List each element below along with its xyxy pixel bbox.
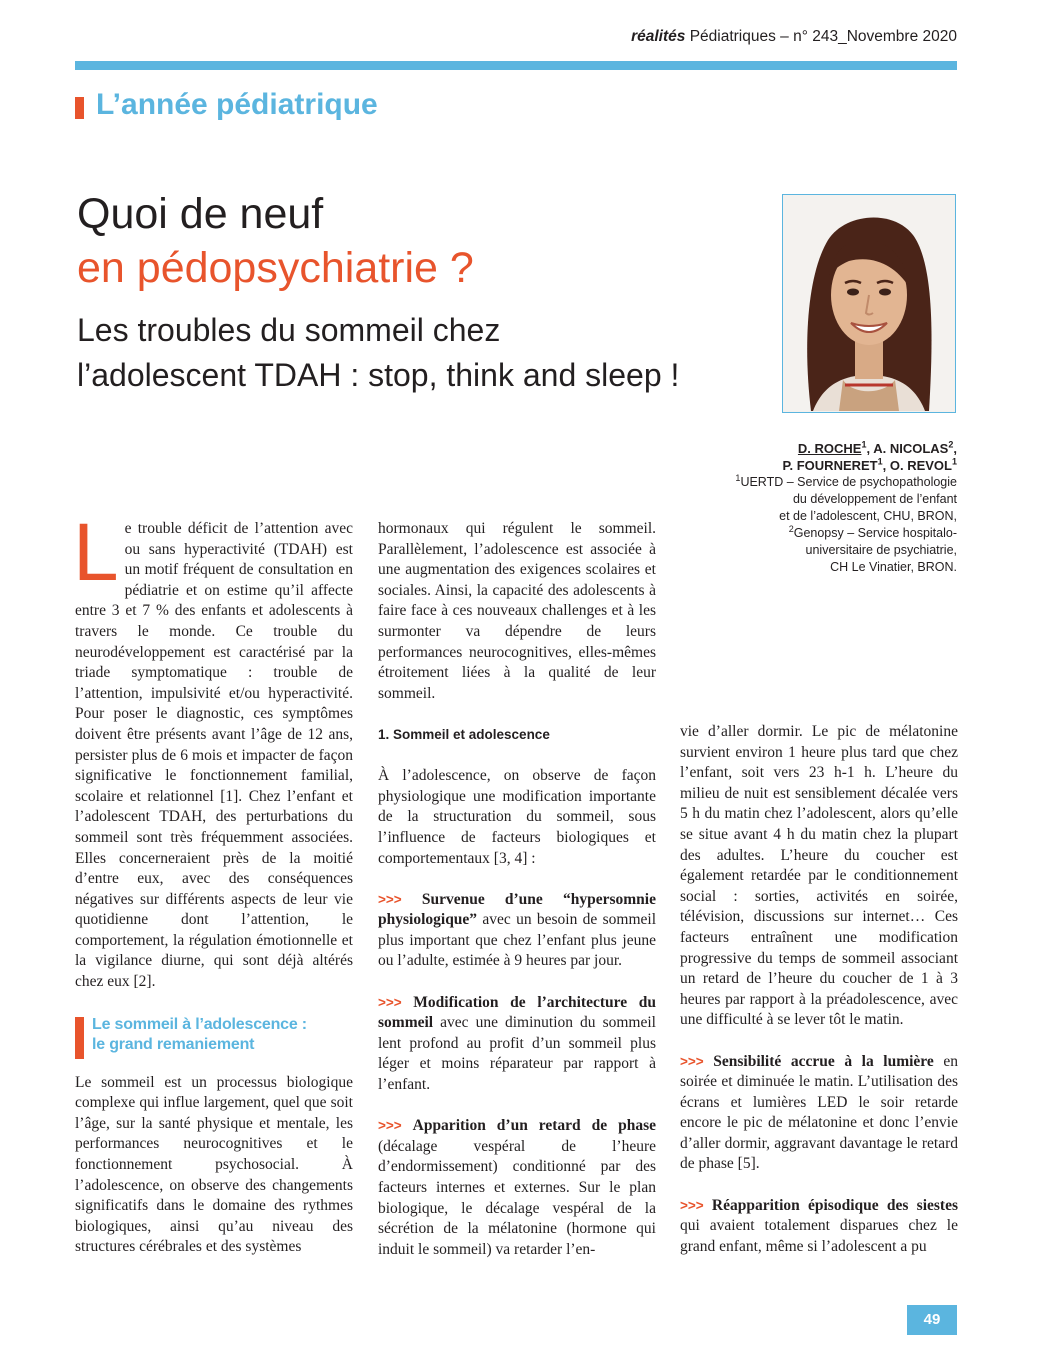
bullet-phase-delay: >>> Apparition d’un retard de phase (décalage vespéral de l’heure d’endormissement) conditionné par des facteurs internes et externes. Sur le plan biologique, le décalage vespéral de la sécrétion de la mélatonine (hormone qui induit le sommeil) va retarder l’en- <box>378 1117 656 1258</box>
author-block <box>650 440 957 576</box>
journal-issue: Pédiatriques – n° 243_Novembre 2020 <box>685 28 957 45</box>
affiliation-2-line3: CH Le Vinatier, BRON. <box>830 560 957 574</box>
drop-cap: L <box>73 507 119 598</box>
rubric-title: L’année pédiatrique <box>96 88 378 121</box>
paragraph-sleep-process: Le sommeil est un processus biologique complexe qui influe largement, quel que soit l’âge, sur la santé physique et mentale, les performances neurocognitives et le fonctionnement psychosocial. À l’adolescence, on observe des changements significatifs dans le domaine des rythmes biologiques, ainsi qu’au niveau des structures cérébrales et des systèmes <box>75 1073 353 1256</box>
text-column-1 <box>73 507 353 1258</box>
affiliation-2: $^2$Genopsy – Service hospitalo- <box>788 523 957 540</box>
bullet-architecture: >>> Modification de l’architecture du sommeil avec une diminution du sommeil lent profond au profit d’un sommeil plus léger et moins réparateur par rapport à l’enfant. <box>378 993 656 1094</box>
author-portrait <box>782 194 956 413</box>
author-roche-affiliation: 1 <box>861 439 867 450</box>
arrow-marker: >>> <box>680 1053 704 1069</box>
journal-brand: réalités <box>631 28 686 45</box>
rubric-marker <box>75 97 84 119</box>
section-heading: Le sommeil à l’adolescence : le grand remaniement <box>75 1015 353 1055</box>
author-fourneret: P. FOURNERET <box>782 458 878 473</box>
affiliation-1-line2: du développement de l’enfant <box>792 492 957 506</box>
arrow-marker: >>> <box>680 1197 704 1213</box>
author-nicolas-affiliation: 2 <box>948 439 954 450</box>
article-title-line1: Quoi de neuf <box>77 190 324 238</box>
intro-paragraph: Le trouble déficit de l’attention avec ou sans hyperactivité (TDAH) est un motif fréquent de consultation en pédiatrie et on estime qu’il affecte entre 3 et 7 % des enfants et adolescents à travers le monde. Ce trouble du neurodéveloppement est caractérisé par la triade symptomatique : trouble de l’attention, impulsivité et/ou hyperactivité. Pour poser le diagnostic, ces symptômes doivent être présents avant l’âge de 12 ans, persister plus de 6 mois et impacter de façon significative le fonctionnement familial, scolaire et relationnel [1]. Chez l’enfant et l’adolescent TDAH, des perturbations du sommeil sont très fréquemment associées. Elles concerneraient près de la moitié d’entre eux, avec des conséquences négatives sur différents aspects de leur vie quotidienne dont l’attention, le comportement, la régulation émotionnelle et la vigilance diurne, qui sont déjà altérés chez eux [2]. <box>73 507 353 991</box>
affiliation-1-line3: et de l’adolescent, CHU, BRON, <box>779 509 957 523</box>
paragraph-melatonin: vie d’aller dormir. Le pic de mélatonine survient environ 1 heure plus tard que chez l’enfant, soit vers 23 h-1 h. L’heure du milieu de nuit est sensiblement décalée vers 5 h du matin chez l’adolescent, alors qu’elle se situe avant 4 h du matin chez la plupart des adultes. L’heure du coucher est également retardée par le conditionnement social : sorties, activités en soirée, télévision, discussions sur internet… Ces facteurs entraînent une modification progressive du temps de sommeil associant un retard de l’heure du coucher de 1 à 3 heures par rapport à la préadolescence, avec une difficulté à se lever tôt le matin. <box>680 723 958 1029</box>
article-subtitle-line2: l’adolescent TDAH : stop, think and sleep ! <box>77 357 680 393</box>
article-subtitle-line1: Les troubles du sommeil chez <box>77 312 501 348</box>
paragraph-hormones: hormonaux qui régulent le sommeil. Parallèlement, l’adolescence est associée à une augmentation des exigences scolaires et sociales. Ainsi, la capacité des adolescents à faire face à ces nouveaux challenges et à les surmonter va dépendre de leurs performances neurocognitives, elles-mêmes étroitement liées à la qualité de leur sommeil. <box>378 520 656 702</box>
arrow-marker: >>> <box>378 1118 402 1134</box>
subheading-sleep-adolescence: 1. Sommeil et adolescence <box>378 726 550 742</box>
section-heading-marker <box>75 1017 84 1059</box>
arrow-marker: >>> <box>378 994 402 1010</box>
author-portrait-illustration <box>783 195 954 411</box>
page-number: 49 <box>907 1305 957 1335</box>
bullet-hypersomnia: >>> Survenue d’une “hypersomnie physiologique” avec un besoin de sommeil plus important que chez l’enfant plus jeune ou l’adulte, estimée à 9 heures par jour. <box>378 890 656 970</box>
article-title-line2: en pédopsychiatrie ? <box>77 244 474 292</box>
affiliation-2-line2: universitaire de psychiatrie, <box>805 543 957 557</box>
author-nicolas: , A. NICOLAS <box>866 441 949 456</box>
bullet-light-sensitivity: >>> Sensibilité accrue à la lumière en soirée et diminuée le matin. L’utilisation des écrans et lumières LED le soir retarde encore le pic de mélatonine et donc l’envie d’aller dormir, aggravant davantage le retard de phase [5]. <box>680 1052 958 1173</box>
author-names-line2 <box>650 457 957 474</box>
bullet-naps: >>> Réapparition épisodique des siestes qui avaient totalement disparues chez le grand enfant, même si l’adolescent a pu <box>680 1196 958 1255</box>
author-roche: D. ROCHE <box>797 441 862 456</box>
text-column-3 <box>680 722 958 1257</box>
affiliation-1: $^1$UERTD – Service de psychopathologie <box>735 472 957 489</box>
header-rule <box>75 61 957 70</box>
author-revol-affiliation: 1 <box>951 456 957 467</box>
author-fourneret-affiliation: 1 <box>877 456 883 467</box>
author-names-line1: D. ROCHE$^1$, A. NICOLAS$^2$, <box>797 439 957 456</box>
text-column-2 <box>378 519 656 1260</box>
arrow-marker: >>> <box>378 891 402 907</box>
running-header <box>0 28 957 46</box>
paragraph-physiology: À l’adolescence, on observe de façon physiologique une modification importante de la structuration du sommeil, sous l’influence de facteurs biologiques et comportementaux [3, 4] : <box>378 767 656 867</box>
author-revol: , O. REVOL <box>882 458 952 473</box>
